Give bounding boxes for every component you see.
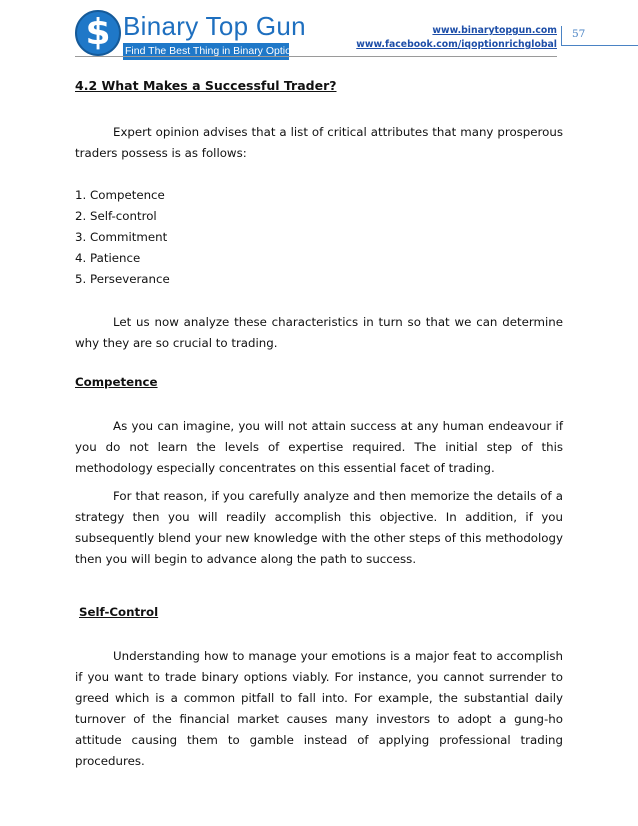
page-number: 57 <box>572 28 586 40</box>
list-item: 3. Commitment <box>75 230 168 244</box>
list-item: 1. Competence <box>75 188 165 202</box>
analyze-paragraph <box>75 312 563 354</box>
intro-text: Expert opinion advises that a list of critical attributes that many prosperous traders possess is as follows: <box>75 125 563 160</box>
facebook-link[interactable]: www.facebook.com/iqoptionrichglobal <box>356 39 557 50</box>
attribute-list <box>75 185 170 290</box>
header-links <box>356 24 557 52</box>
self-control-heading: Self-Control <box>79 605 159 619</box>
analyze-text: Let us now analyze these characteristics in turn so that we can determine why they are so crucial to trading. <box>75 315 563 350</box>
competence-paragraph-2 <box>75 486 563 570</box>
competence-heading: Competence <box>75 375 158 389</box>
page-number-box <box>561 26 638 46</box>
competence-paragraph-1 <box>75 416 563 479</box>
website-link[interactable]: www.binarytopgun.com <box>432 25 557 36</box>
section-title: 4.2 What Makes a Successful Trader? <box>75 78 337 93</box>
page-header <box>0 0 638 66</box>
header-divider <box>75 56 557 57</box>
list-item: 2. Self-control <box>75 209 157 223</box>
list-item: 5. Perseverance <box>75 272 170 286</box>
brand-logo[interactable] <box>75 10 306 62</box>
list-item: 4. Patience <box>75 251 141 265</box>
intro-paragraph <box>75 122 563 164</box>
self-control-text: Understanding how to manage your emotions is a major feat to accomplish if you want to trade binary options viably. For instance, you cannot surrender to greed which is a common pitfall to fall into. For example, the substantial daily turnover of the financial market causes many investors to adopt a gung-ho attitude causing them to gamble instead of applying professional trading procedures. <box>75 649 563 768</box>
competence-text-2: For that reason, if you carefully analyze and then memorize the details of a strategy then you will readily accomplish this objective. In addition, if you subsequently blend your new knowledge with the other steps of this methodology then you will begin to advance along the path to success. <box>75 489 563 566</box>
self-control-paragraph <box>75 646 563 772</box>
logo-tagline: Find The Best Thing in Binary Options <box>123 43 289 60</box>
competence-text-1: As you can imagine, you will not attain success at any human endeavour if you do not learn the levels of expertise required. The initial step of this methodology especially concentrates on this essential facet of trading. <box>75 419 563 475</box>
dollar-icon: $ <box>75 10 121 56</box>
logo-name: Binary Top Gun <box>123 11 306 41</box>
